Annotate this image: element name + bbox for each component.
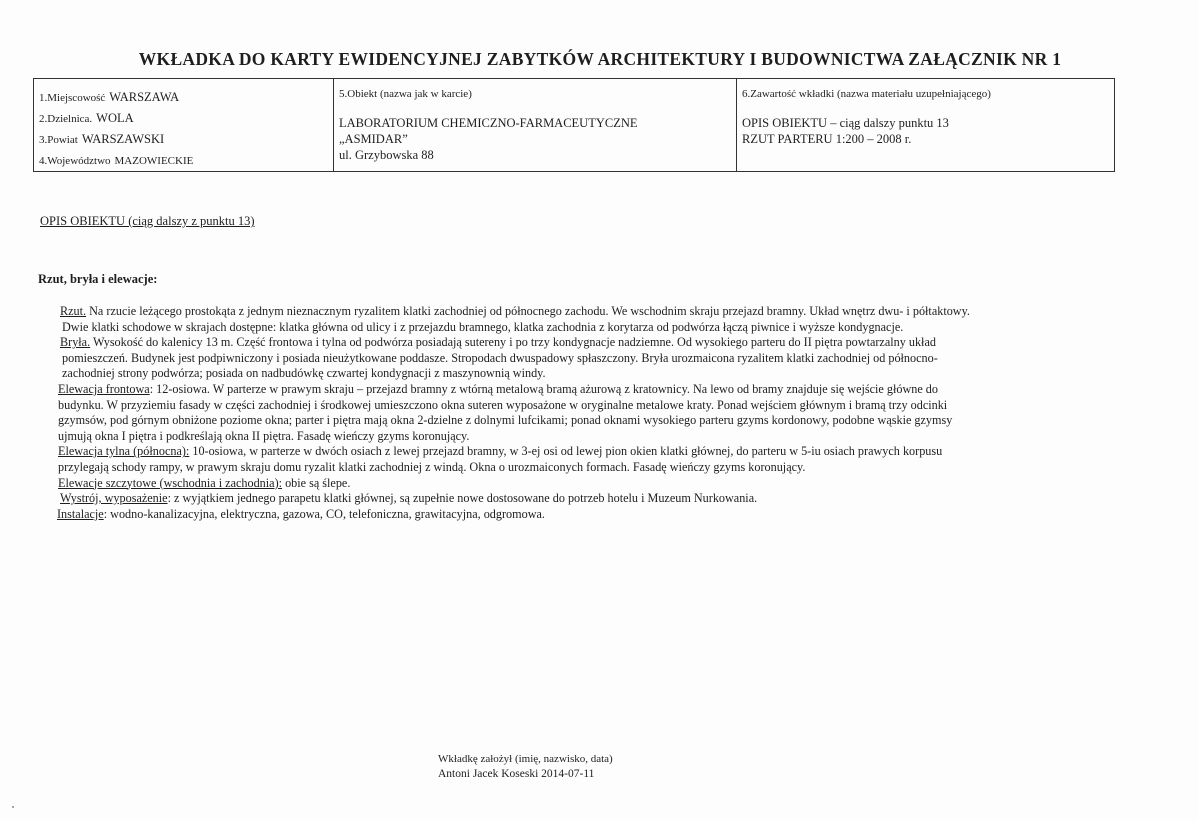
bryla-text-2: pomieszczeń. Budynek jest podpiwniczony i posiada nieużytkowane poddasze. Stropodach dwuspadowy spłaszczony. Bryła urozmaicona ryzalitem klatki zachodniej od północno- — [62, 350, 938, 365]
object-cell — [334, 79, 737, 171]
page-title: WKŁADKA DO KARTY EWIDENCYJNEJ ZABYTKÓW ARCHITEKTURY I BUDOWNICTWA ZAŁĄCZNIK NR 1 — [138, 49, 1062, 69]
contents-cell — [737, 79, 1114, 171]
install-text: : wodno-kanalizacyjna, elektryczna, gazowa, CO, telefoniczna, grawitacyjna, odgromowa. — [103, 506, 545, 521]
district-row — [39, 109, 134, 127]
gable-paragraph — [58, 476, 1140, 492]
district-label: 2.Dzielnica. — [39, 113, 93, 125]
locality-row — [39, 88, 179, 106]
gable-label: Elewacje szczytowe (wschodnia i zachodnia): — [58, 475, 283, 490]
rzut-paragraph — [60, 304, 1140, 320]
gable-text: obie są ślepe. — [282, 475, 351, 490]
section-heading: OPIS OBIEKTU (ciąg dalszy z punktu 13) — [40, 214, 255, 228]
interior-text: : z wyjątkiem jednego parapetu klatki głównej, są zupełnie nowe dostosowane do potrzeb hotelu i Muzeum Nurkowania. — [167, 491, 758, 506]
front-label: Elewacja frontowa — [58, 381, 150, 396]
province-row — [39, 151, 193, 169]
contents-line1: OPIS OBIEKTU – ciąg dalszy punktu 13 — [742, 116, 949, 130]
front-text-1: : 12-osiowa. W parterze w prawym skraju – przejazd bramny z wtórną metalową bramą ażurową z kratownicy. Na lewo od bramy znajduje się wejście główne do — [149, 381, 938, 396]
rear-text-2: przylegają schody rampy, w prawym skraju domu ryzalit klatki zachodniej z windą. Okna o urozmaiconych formach. Fasadę wieńczy gzyms koronujący. — [58, 459, 806, 474]
location-cell — [34, 79, 334, 171]
rzut-text-1: Na rzucie leżącego prostokąta z jednym nieznacznym ryzalitem klatki zachodniej od północnego zachodu. We wschodnim skraju przejazd bramny. Układ wnętrz dwu- i półtaktowy. — [86, 304, 970, 318]
bryla-text-3: zachodniej strony podwórza; posiada on nadbudówkę czwartej kondygnacji z maszynownią windy. — [62, 366, 546, 381]
interior-paragraph — [60, 491, 1140, 507]
contents-line2: RZUT PARTERU 1:200 – 2008 r. — [742, 132, 912, 146]
install-label: Instalacje — [57, 506, 104, 521]
province-label: 4.Województwo — [39, 155, 111, 167]
bryla-label: Bryła. — [60, 335, 91, 350]
locality-label: 1.Miejscowość — [39, 92, 106, 104]
province-value: MAZOWIECKIE — [114, 155, 194, 167]
front-paragraph — [58, 382, 1140, 398]
county-label: 3.Powiat — [39, 134, 78, 146]
footer — [438, 752, 613, 782]
front-text-2: budynku. W przyziemiu fasady w części zachodniej i środkowej umieszczono okna suteren wyposażone w oryginalne metalowe kraty. Ponad wejściem głównym i bramą trzy odcinki — [58, 397, 948, 412]
rear-paragraph — [58, 444, 1140, 460]
locality-value: WARSZAWA — [109, 90, 180, 104]
interior-label: Wystrój, wyposażenie — [60, 491, 168, 506]
install-paragraph — [57, 507, 1140, 523]
object-name-line1: LABORATORIUM CHEMICZNO-FARMACEUTYCZNE — [339, 116, 638, 130]
scan-artifact — [12, 806, 14, 808]
rzut-text-2: Dwie klatki schodowe w skrajach dostępne: klatka główna od ulicy i z przejazdu bramnego, klatka zachodnia z korytarza od podwórza łączą piwnice i wyższe kondygnacje. — [62, 319, 904, 334]
object-label: 5.Obiekt (nazwa jak w karcie) — [339, 88, 472, 100]
bryla-paragraph — [60, 335, 1140, 351]
rzut-label: Rzut. — [60, 304, 87, 318]
subheading: Rzut, bryła i elewacje: — [38, 272, 158, 286]
front-text-3: gzymsów, pod górnym obniżone poziome okna; parter i piętra mają okna 2-dzielne z dolnymi lufcikami; ponad oknami wysokiego parteru gzyms kordonowy, podobne wąskie gzymsy — [58, 413, 953, 428]
county-row — [39, 130, 164, 148]
county-value: WARSZAWSKI — [81, 132, 165, 146]
header-table — [33, 78, 1115, 172]
rear-text-1: 10-osiowa, w parterze w dwóch osiach z lewej przejazd bramny, w 3-ej osi od lewej pion okien klatki głównej, do parteru w 5-iu osiach prawych korpusu — [189, 444, 943, 459]
rear-label: Elewacja tylna (północna): — [58, 444, 190, 459]
object-name-line2: „ASMIDAR” — [339, 132, 408, 146]
contents-label: 6.Zawartość wkładki (nazwa materiału uzupełniającego) — [742, 88, 991, 100]
bryla-text-1: Wysokość do kalenicy 13 m. Część frontowa i tylna od podwórza posiadają sutereny i po trzy kondygnacje nadziemne. Od wysokiego parteru do II piętra powtarzalny układ — [90, 335, 936, 350]
district-value: WOLA — [96, 111, 134, 125]
description-body — [57, 304, 1140, 522]
object-address: ul. Grzybowska 88 — [339, 148, 434, 162]
front-text-4: ujmują okna I piętra i podkreślają okna II piętra. Fasadę wieńczy gzyms koronujący. — [58, 428, 470, 443]
footer-label: Wkładkę założył (imię, nazwisko, data) — [438, 753, 613, 765]
footer-author: Antoni Jacek Koseski 2014-07-11 — [438, 768, 595, 780]
